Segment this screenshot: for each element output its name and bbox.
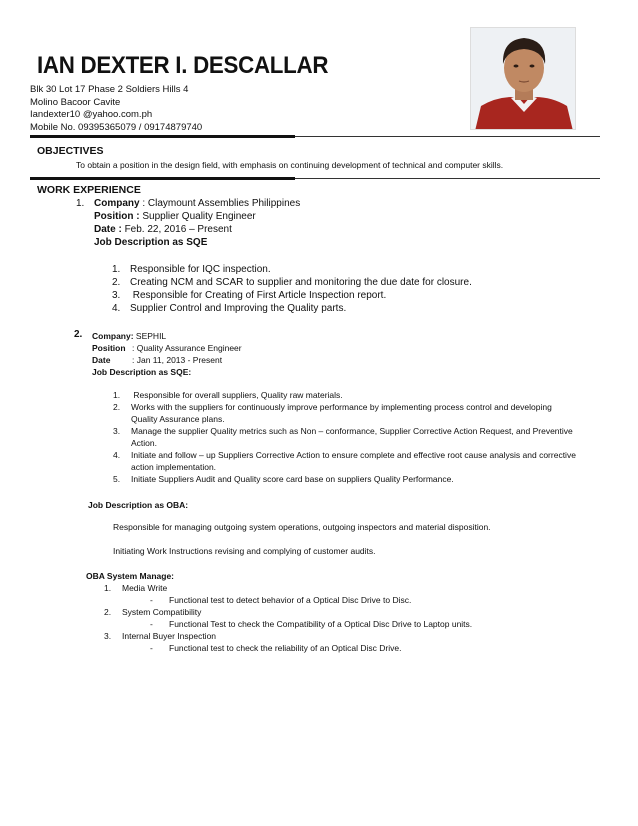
job2-jd-heading: Job Description as SQE: [92, 367, 192, 377]
objectives-heading: OBJECTIVES [37, 145, 104, 157]
profile-photo [470, 27, 576, 130]
header-divider-heavy [30, 135, 295, 138]
email-address: Iandexter10 @yahoo.com.ph [30, 109, 153, 120]
system-item-1: 1. Media Write [104, 583, 168, 593]
job1-date-line [94, 223, 232, 237]
job1-duty-4: 4. Supplier Control and Improving the Quality parts. [112, 303, 347, 314]
job1-number: 1. [76, 198, 85, 209]
objectives-divider-heavy [30, 177, 295, 180]
job1-company-line [94, 197, 300, 211]
system-item-3: 3. Internal Buyer Inspection [104, 631, 217, 641]
job2-date: : Jan 11, 2013 - Present [132, 355, 223, 365]
job2-duty-4: 4. Initiate and follow – up Suppliers Corrective Action to ensure complete and effective root cause analysis and corrective action implementation. [113, 450, 576, 472]
address-line-2: Molino Bacoor Cavite [30, 96, 121, 108]
oba-system-heading: OBA System Manage: [86, 571, 175, 581]
applicant-name: IAN DEXTER I. DESCALLAR [37, 52, 329, 79]
job2-position-label: Position [92, 343, 126, 353]
oba-paragraph-1: Responsible for managing outgoing system operations, outgoing inspectors and material disposition. [113, 522, 491, 532]
job1-date: Feb. 22, 2016 – Present [121, 224, 232, 235]
job2-number: 2. [74, 329, 83, 340]
job2-duty-2: 2. Works with the suppliers for continuously improve performance by implementing process control and developing Quality Assurance plans. [113, 402, 552, 424]
work-experience-heading: WORK EXPERIENCE [37, 184, 141, 196]
job2-duty-3: 3. Manage the supplier Quality metrics such as Non – conformance, Supplier Corrective Action Request, and Preventive Action. [113, 426, 573, 448]
system-item-2: 2. System Compatibility [104, 607, 202, 617]
job1-duty-3: 3. Responsible for Creating of First Article Inspection report. [112, 290, 387, 301]
header-divider-thin [295, 136, 600, 137]
job1-position: Supplier Quality Engineer [139, 211, 256, 222]
job2-company: SEPHIL [133, 331, 167, 341]
objectives-divider-thin [295, 178, 600, 179]
system-item-3-detail: - Functional test to check the reliability of an Optical Disc Drive. [150, 643, 402, 653]
job1-position-label: Position : [94, 211, 140, 222]
job2-position-line [92, 342, 242, 354]
objectives-text: To obtain a position in the design field, with emphasis on continuing development of technical and computer skills. [76, 160, 504, 170]
job1-duty-1: 1. Responsible for IQC inspection. [112, 264, 271, 275]
job1-position-line [94, 210, 256, 224]
system-item-1-detail: - Functional test to detect behavior of a Optical Disc Drive to Disc. [150, 595, 412, 605]
job1-company-label: Company [94, 198, 140, 209]
oba-paragraph-2: Initiating Work Instructions revising and complying of customer audits. [113, 546, 376, 556]
job2-duty-1: 1. Responsible for overall suppliers, Quality raw materials. [113, 390, 343, 400]
job2-company-label: Company: [92, 331, 134, 341]
job2-date-label: Date [92, 355, 111, 365]
job1-jd-heading: Job Description as SQE [94, 237, 208, 248]
job2-company-line [92, 330, 166, 342]
job1-company: : Claymount Assemblies Philippines [139, 198, 301, 209]
job2-position: : Quality Assurance Engineer [132, 343, 242, 353]
mobile-number: Mobile No. 09395365079 / 09174879740 [30, 121, 203, 133]
job1-date-label: Date : [94, 224, 122, 235]
contact-block [30, 84, 202, 134]
oba-heading: Job Description as OBA: [88, 500, 189, 510]
job2-duty-5: 5. Initiate Suppliers Audit and Quality score card base on suppliers Quality Performance. [113, 474, 454, 484]
job2-date-line [92, 354, 222, 366]
job1-duty-2: 2. Creating NCM and SCAR to supplier and monitoring the due date for closure. [112, 277, 472, 288]
system-item-2-detail: - Functional Test to check the Compatibility of a Optical Disc Drive to Laptop units. [150, 619, 473, 629]
address-line-1: Blk 30 Lot 17 Phase 2 Soldiers Hills 4 [30, 84, 189, 95]
